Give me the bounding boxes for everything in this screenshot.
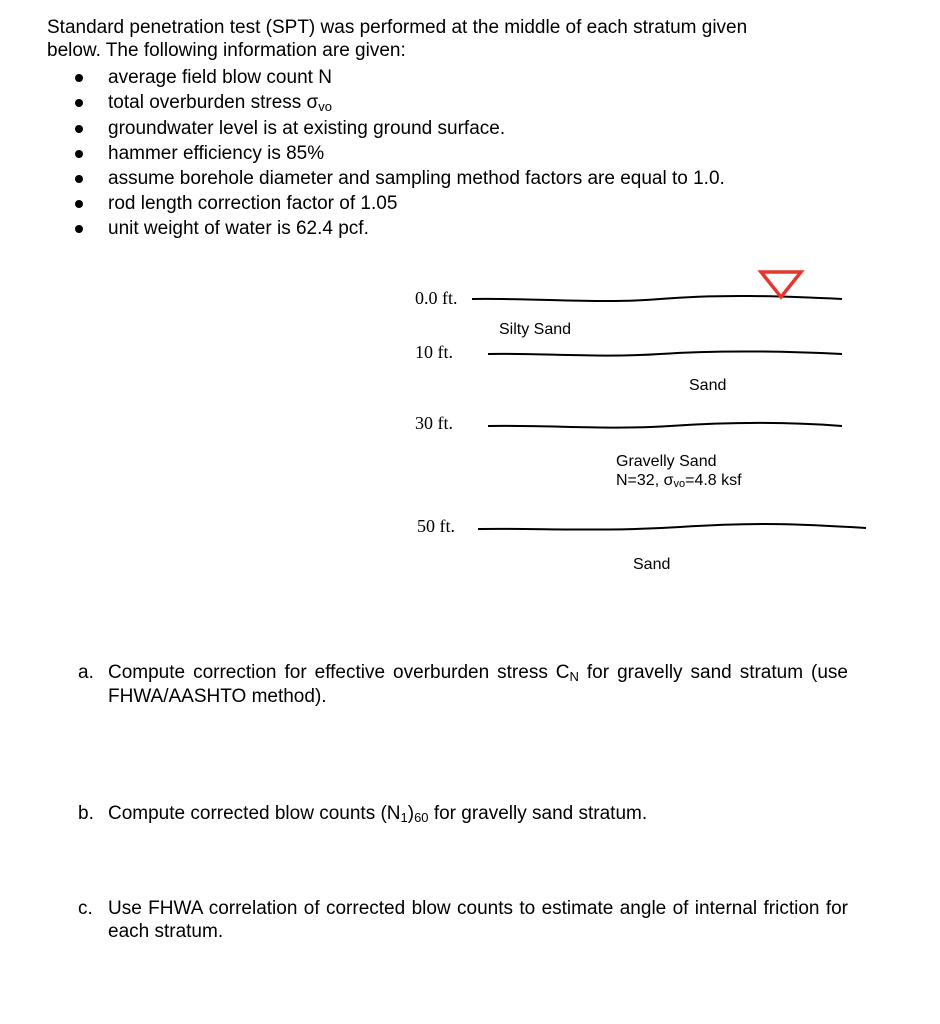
boundary-line-0ft (472, 296, 842, 301)
list-item: rod length correction factor of 1.05 (47, 191, 725, 216)
bullet-icon (75, 200, 83, 208)
bullet-icon (75, 125, 83, 133)
list-item: total overburden stress σvo (47, 90, 725, 116)
list-item: groundwater level is at existing ground surface. (47, 116, 725, 141)
bullet-icon (75, 74, 83, 82)
list-item: average field blow count N (47, 65, 725, 90)
layer-label-silty-sand: Silty Sand (499, 321, 572, 338)
question-b: b. Compute corrected blow counts (N1)60 for gravelly sand stratum. (78, 803, 648, 825)
problem-intro (47, 16, 847, 62)
boundary-line-50ft (478, 524, 866, 530)
depth-label-10ft: 10 ft. (415, 342, 453, 362)
list-item: assume borehole diameter and sampling method factors are equal to 1.0. (47, 166, 725, 191)
intro-line-1: Standard penetration test (SPT) was performed at the middle of each stratum given (47, 17, 748, 38)
bullet-icon (75, 150, 83, 158)
given-info-list (47, 65, 725, 241)
gravelly-sand-properties: N=32, σvo=4.8 ksf (616, 472, 742, 490)
list-item: hammer efficiency is 85% (47, 141, 725, 166)
depth-label-30ft: 30 ft. (415, 413, 453, 433)
layer-label-sand-lower: Sand (633, 556, 671, 573)
boundary-line-30ft (488, 423, 842, 428)
intro-line-2: below. The following information are given: (47, 40, 406, 61)
layer-label-gravelly-sand: Gravelly Sand N=32, σvo=4.8 ksf (616, 453, 742, 490)
water-table-icon (761, 272, 801, 297)
question-c: c. Use FHWA correlation of corrected blow counts to estimate angle of internal friction for each stratum. (78, 898, 848, 942)
layer-label-sand-upper: Sand (689, 377, 727, 394)
boundary-line-10ft (488, 351, 842, 355)
bullet-icon (75, 99, 83, 107)
question-a: a. Compute correction for effective overburden stress CN for gravelly sand stratum (use FHWA/AASHTO method). (78, 662, 848, 707)
depth-label-0ft: 0.0 ft. (415, 288, 458, 308)
bullet-icon (75, 175, 83, 183)
list-item: unit weight of water is 62.4 pcf. (47, 216, 725, 241)
bullet-icon (75, 225, 83, 233)
depth-label-50ft: 50 ft. (417, 516, 455, 536)
